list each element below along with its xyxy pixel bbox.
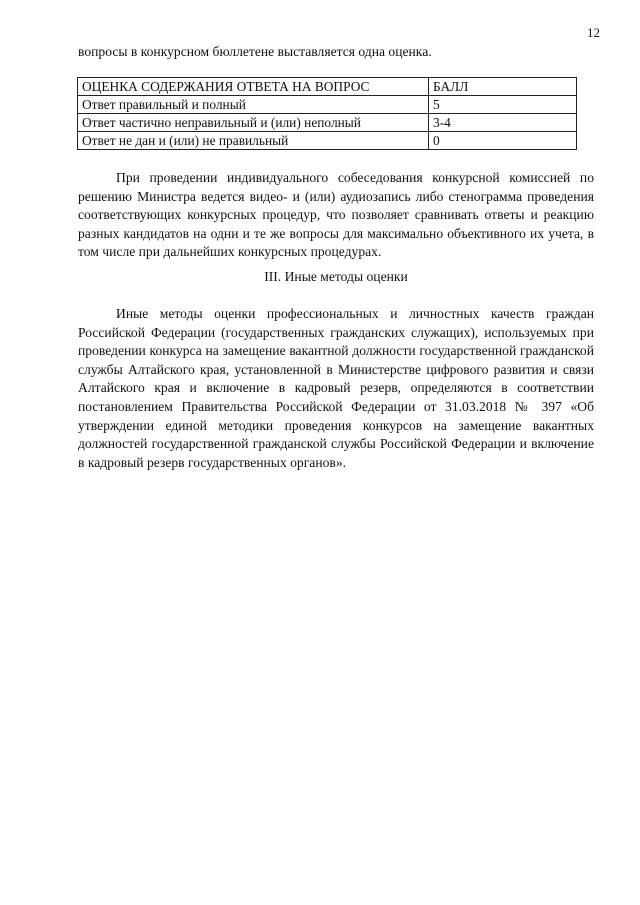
header-assessment: ОЦЕНКА СОДЕРЖАНИЯ ОТВЕТА НА ВОПРОС <box>78 78 429 96</box>
row-score: 0 <box>429 132 577 150</box>
score-table <box>77 77 577 150</box>
page-number: 12 <box>587 25 600 40</box>
paragraph-recording: При проведении индивидуального собеседования конкурсной комиссией по решению Министра ведется видео- и (или) аудиозапись либо стенограмма проведения соответствующих конкурсных процедур, что позволяет сравнивать ответы и реакцию разных кандидатов на одни и те же вопросы для максимально объективного их учета, в том числе при дальнейших конкурсных процедурах. <box>78 170 594 260</box>
header-score: БАЛЛ <box>429 78 577 96</box>
intro-line: вопросы в конкурсном бюллетене выставляется одна оценка. <box>78 44 432 59</box>
table-row <box>78 96 577 114</box>
row-score: 5 <box>429 96 577 114</box>
row-description: Ответ частично неправильный и (или) неполный <box>78 114 429 132</box>
table-row <box>78 132 577 150</box>
row-score: 3-4 <box>429 114 577 132</box>
row-description: Ответ не дан и (или) не правильный <box>78 132 429 150</box>
section-title: III. Иные методы оценки <box>264 269 408 284</box>
paragraph-other-methods: Иные методы оценки профессиональных и личностных качеств граждан Российской Федерации (государственных гражданских служащих), используемых при проведении конкурса на замещение вакантной должности государственной гражданской службы Алтайского края, установленной в Министерстве цифрового развития и связи Алтайского края и включение в кадровый резерв, определяются в соответствии постановлением Правительства Российской Федерации от 31.03.2018 № 397 «Об утверждении единой методики проведения конкурсов на замещение вакантных должностей государственной гражданской службы Российской Федерации и включение в кадровый резерв государственных органов». <box>78 306 594 470</box>
table-row <box>78 114 577 132</box>
row-description: Ответ правильный и полный <box>78 96 429 114</box>
table-header-row <box>78 78 577 96</box>
